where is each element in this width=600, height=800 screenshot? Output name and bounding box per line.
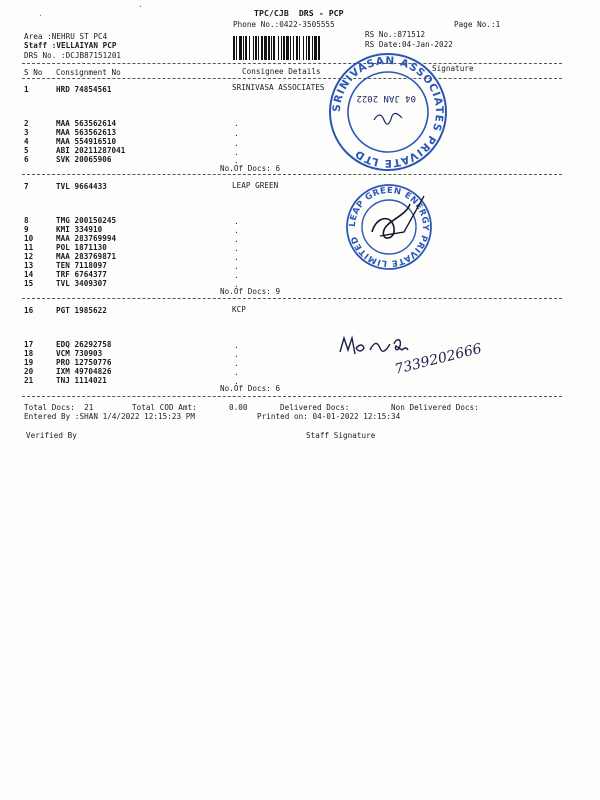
dot-marker: . bbox=[234, 271, 239, 280]
row-sno: 15 bbox=[24, 279, 34, 288]
total-cod-label: Total COD Amt: bbox=[132, 403, 197, 412]
row-sno: 10 bbox=[24, 234, 34, 243]
svg-text:04 JAN 2022: 04 JAN 2022 bbox=[356, 93, 416, 103]
row-consignment: MAA 283769871 bbox=[56, 252, 117, 261]
verified-by: Verified By bbox=[26, 431, 77, 440]
row-consignment: TVL 3409307 bbox=[56, 279, 107, 288]
row-consignment: VCM 730903 bbox=[56, 349, 103, 358]
srinivasan-stamp bbox=[326, 50, 450, 174]
row-sno: 6 bbox=[24, 155, 29, 164]
dot-marker: . bbox=[234, 148, 239, 157]
row-sno: 19 bbox=[24, 358, 34, 367]
dot-marker: . bbox=[234, 359, 239, 368]
docs-count: No.Of Docs: 6 bbox=[220, 384, 281, 393]
dot-marker: . bbox=[234, 156, 239, 165]
consignee-name: SRINIVASA ASSOCIATES bbox=[232, 83, 325, 92]
phone-number: Phone No.:0422-3505555 bbox=[233, 20, 335, 29]
row-sno: 11 bbox=[24, 243, 34, 252]
row-consignment: TMG 200150245 bbox=[56, 216, 117, 225]
dot-marker: . bbox=[234, 129, 239, 138]
dot-marker: . bbox=[234, 350, 239, 359]
printed-on: Printed on: 04-01-2022 12:15:34 bbox=[257, 412, 401, 421]
row-sno: 3 bbox=[24, 128, 29, 137]
handwritten-signature bbox=[334, 322, 514, 382]
row-sno: 18 bbox=[24, 349, 34, 358]
col-sno: S No bbox=[24, 68, 43, 77]
row-sno: 7 bbox=[24, 182, 29, 191]
row-consignment: IXM 49704826 bbox=[56, 367, 112, 376]
rs-number: RS No.:871512 bbox=[365, 30, 426, 39]
row-consignment: MAA 563562613 bbox=[56, 128, 117, 137]
dot-marker: . bbox=[234, 280, 239, 289]
row-sno: 2 bbox=[24, 119, 29, 128]
row-sno: 1 bbox=[24, 85, 29, 94]
company-title: TPC/CJB DRS - PCP bbox=[254, 8, 344, 18]
row-consignment: MAA 554916510 bbox=[56, 137, 117, 146]
row-sno: 13 bbox=[24, 261, 34, 270]
non-delivered-docs: Non Delivered Docs: bbox=[391, 403, 479, 412]
row-consignment: POL 1871130 bbox=[56, 243, 107, 252]
dot-marker: . bbox=[234, 139, 239, 148]
drs-number: DRS No. :DCJB87151201 bbox=[24, 51, 122, 60]
dot-marker: . bbox=[234, 262, 239, 271]
row-sno: 21 bbox=[24, 376, 34, 385]
leap-green-stamp bbox=[344, 180, 434, 274]
docs-count: No.Of Docs: 9 bbox=[220, 287, 281, 296]
docs-count: No.Of Docs: 6 bbox=[220, 164, 281, 173]
divider bbox=[22, 298, 562, 299]
row-sno: 16 bbox=[24, 306, 34, 315]
row-consignment: TVL 9664433 bbox=[56, 182, 107, 191]
total-cod-amount: 0.00 bbox=[229, 403, 248, 412]
row-consignment: SVK 20065906 bbox=[56, 155, 112, 164]
col-signature: Signature bbox=[432, 64, 474, 73]
svg-text:LEAP GREEN ENERGY PRIVATE LIMI: LEAP GREEN ENERGY PRIVATE LIMITED bbox=[347, 185, 431, 269]
dot-marker: . bbox=[234, 226, 239, 235]
scan-speck: · bbox=[138, 2, 143, 11]
row-consignment: EDQ 26292758 bbox=[56, 340, 112, 349]
rs-date: RS Date:04-Jan-2022 bbox=[365, 40, 453, 49]
divider bbox=[22, 63, 562, 64]
svg-text:SRINIVASAN ASSOCIATES PRIVATE: SRINIVASAN ASSOCIATES PRIVATE LTD bbox=[330, 54, 446, 170]
dot-marker: . bbox=[234, 217, 239, 226]
row-sno: 8 bbox=[24, 216, 29, 225]
row-sno: 4 bbox=[24, 137, 29, 146]
divider bbox=[22, 78, 562, 79]
col-consignee: Consignee Details bbox=[242, 67, 321, 76]
dot-marker: . bbox=[234, 341, 239, 350]
staff-label: Staff :VELLAIYAN PCP bbox=[24, 41, 117, 50]
row-consignment: TEN 7118097 bbox=[56, 261, 107, 270]
row-consignment: MAA 563562614 bbox=[56, 119, 117, 128]
staff-signature: Staff Signature bbox=[306, 431, 376, 440]
row-sno: 14 bbox=[24, 270, 34, 279]
divider bbox=[22, 174, 562, 175]
handwritten-phone: 7339202666 bbox=[393, 340, 484, 378]
page-number: Page No.:1 bbox=[454, 20, 501, 29]
dot-marker: . bbox=[234, 377, 239, 386]
area-label: Area :NEHRU ST PC4 bbox=[24, 32, 108, 41]
row-consignment: ABI 20211287041 bbox=[56, 146, 126, 155]
row-consignment: TNJ 1114021 bbox=[56, 376, 107, 385]
total-docs: Total Docs: 21 bbox=[24, 403, 94, 412]
row-sno: 12 bbox=[24, 252, 34, 261]
row-consignment: PGT 1985622 bbox=[56, 306, 107, 315]
consignee-name: KCP bbox=[232, 305, 246, 314]
consignee-name: LEAP GREEN bbox=[232, 181, 279, 190]
dot-marker: . bbox=[234, 235, 239, 244]
row-consignment: TRF 6764377 bbox=[56, 270, 107, 279]
dot-marker: . bbox=[234, 244, 239, 253]
col-consignment: Consignment No bbox=[56, 68, 121, 77]
row-sno: 20 bbox=[24, 367, 34, 376]
row-consignment: KMI 334910 bbox=[56, 225, 103, 234]
dot-marker: . bbox=[234, 368, 239, 377]
row-consignment: PRO 12750776 bbox=[56, 358, 112, 367]
row-sno: 5 bbox=[24, 146, 29, 155]
row-sno: 17 bbox=[24, 340, 34, 349]
scan-speck: · bbox=[38, 11, 43, 20]
row-consignment: HRD 74854561 bbox=[56, 85, 112, 94]
dot-marker: . bbox=[234, 253, 239, 262]
divider bbox=[22, 396, 562, 397]
entered-by: Entered By :SHAN 1/4/2022 12:15:23 PM bbox=[24, 412, 196, 421]
row-sno: 9 bbox=[24, 225, 29, 234]
delivered-docs: Delivered Docs: bbox=[280, 403, 350, 412]
row-consignment: MAA 283769994 bbox=[56, 234, 117, 243]
dot-marker: . bbox=[234, 119, 239, 128]
